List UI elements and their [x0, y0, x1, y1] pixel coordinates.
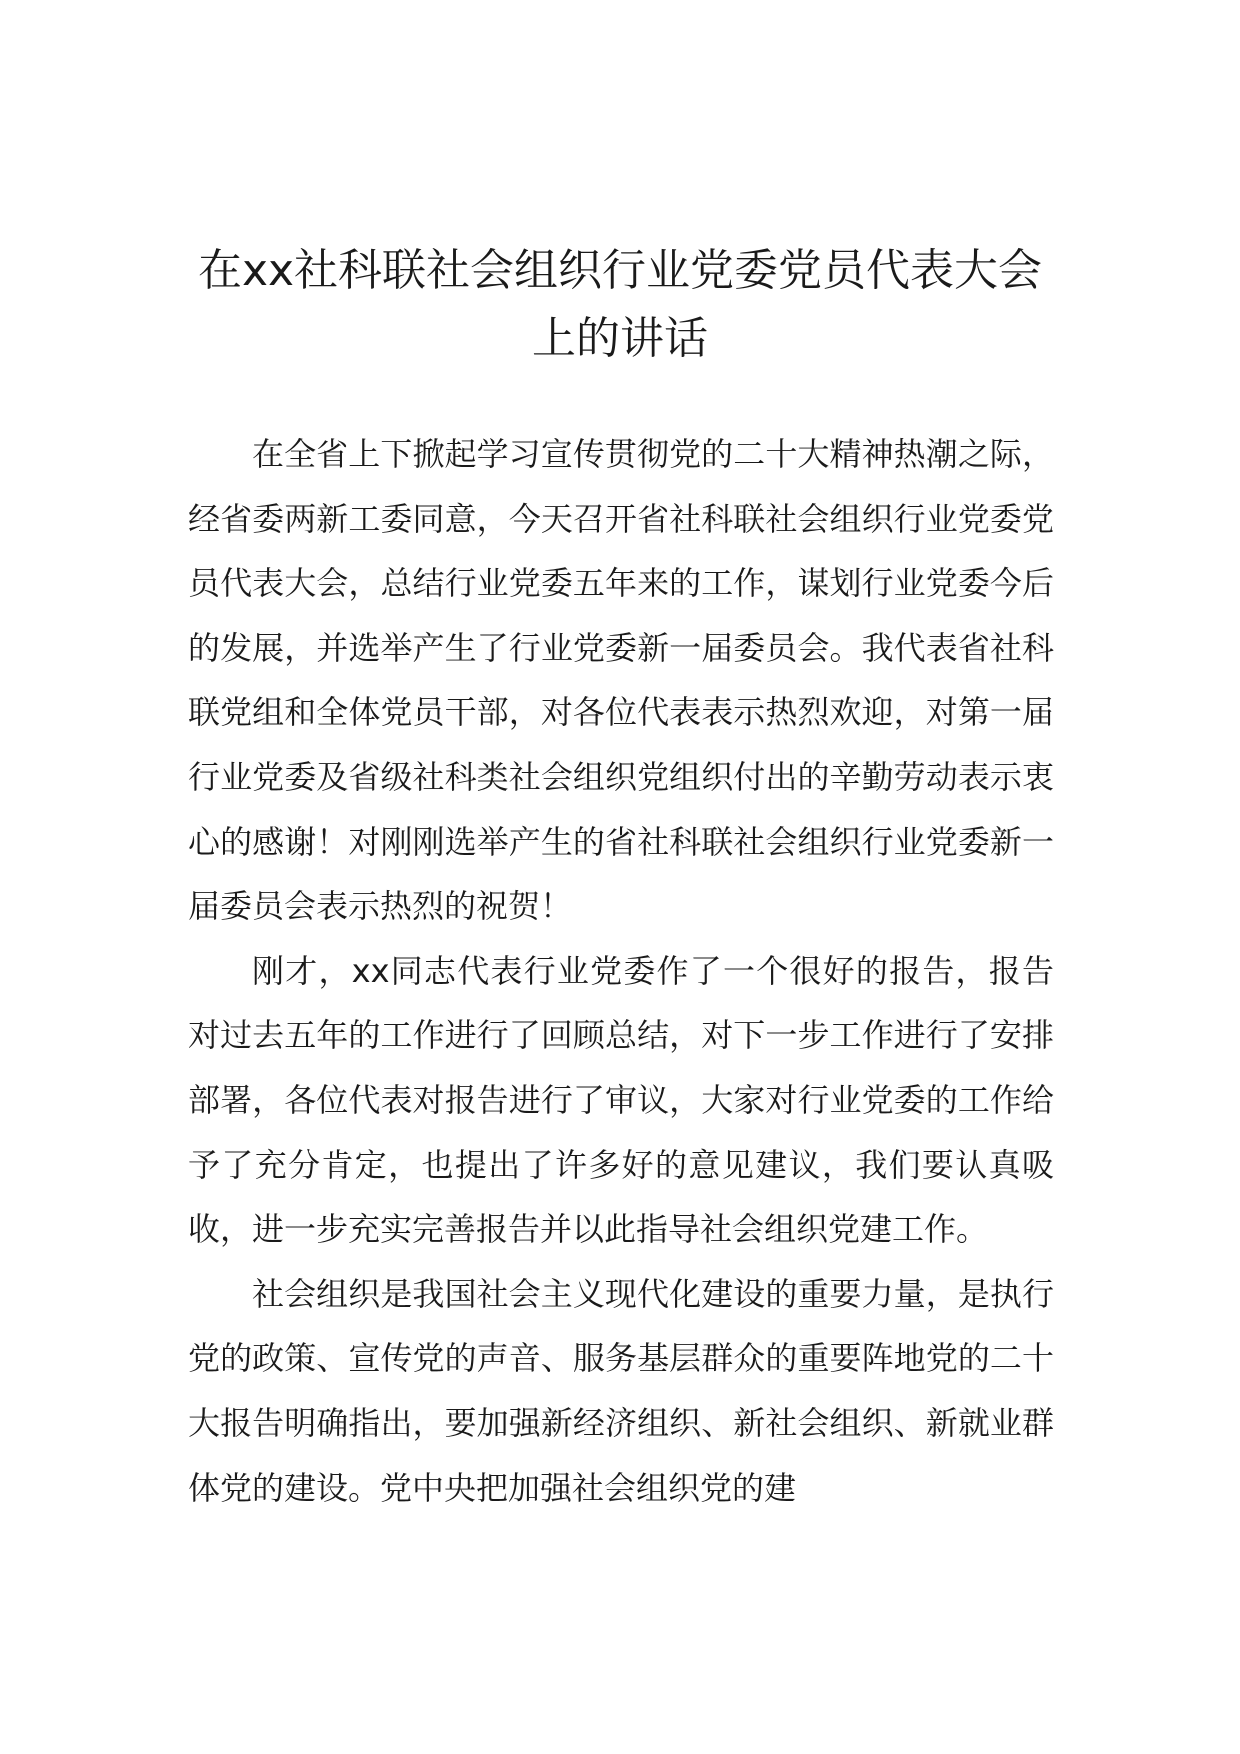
paragraph-report-review: 刚才，xx同志代表行业党委作了一个很好的报告，报告对过去五年的工作进行了回顾总结，对下一步工作进行了安排部署，各位代表对报告进行了审议，大家对行业党委的工作给予了充分肯定，也提出了许多好的意见建议，我们要认真吸收，进一步充实完善报告并以此指导社会组织党建工作。	[188, 951, 1054, 1249]
paragraph-social-organizations: 社会组织是我国社会主义现代化建设的重要力量，是执行党的政策、宣传党的声音、服务基层群众的重要阵地党的二十大报告明确指出，要加强新经济组织、新社会组织、新就业群体党的建设。党中央把加强社会组织党的建	[188, 1274, 1054, 1507]
document-body	[188, 422, 1054, 1520]
paragraph-opening: 在全省上下掀起学习宣传贯彻党的二十大精神热潮之际，经省委两新工委同意，今天召开省社科联社会组织行业党委党员代表大会，总结行业党委五年来的工作，谋划行业党委今后的发展，并选举产生了行业党委新一届委员会。我代表省社科联党组和全体党员干部，对各位代表表示热烈欢迎，对第一届行业党委及省级社科类社会组织党组织付出的辛勤劳动表示衷心的感谢！对刚刚选举产生的省社科联社会组织行业党委新一届委员会表示热烈的祝贺！	[188, 435, 1054, 926]
document-title: 在xx社科联社会组织行业党委党员代表大会上的讲话	[197, 245, 1043, 365]
